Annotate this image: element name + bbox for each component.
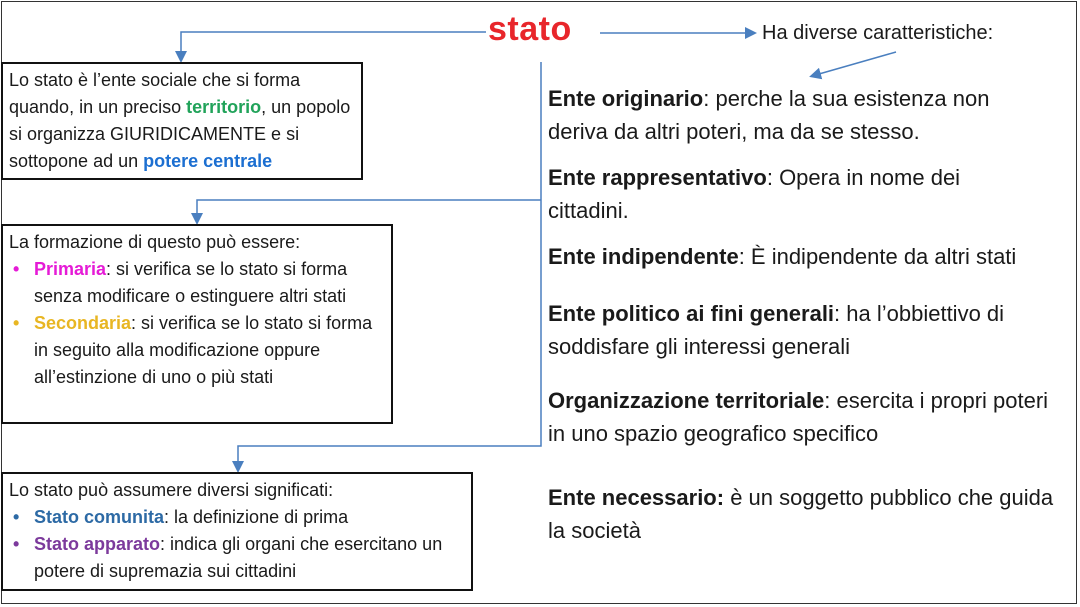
characteristic-ente-originario [548,82,1048,148]
characteristic-term: Ente originario [548,86,704,111]
main-title: stato [488,10,572,48]
definition-box [1,62,363,180]
characteristic-description: : esercita i propri poteri in uno spazio geografico specifico [548,388,1049,446]
characteristic-term: Ente rappresentativo [548,165,767,190]
term-territorio: territorio [186,97,262,117]
arrow-to-formation [197,200,541,222]
characteristic-description: è un soggetto pubblico che guida la società [548,485,1054,543]
bullet-icon: • [13,313,20,333]
characteristic-description: : Opera in nome dei cittadini. [548,165,961,223]
list-item [9,310,385,391]
characteristic-term: Ente indipendente [548,244,739,269]
term-secondaria: Secondaria [34,313,132,333]
characteristic-term: Ente necessario: [548,485,725,510]
characteristic-term: Organizzazione territoriale [548,388,825,413]
term-primaria: Primaria [34,259,107,279]
characteristics-heading: Ha diverse caratteristiche: [762,22,994,44]
term-stato-apparato: Stato apparato [34,534,161,554]
characteristic-term: Ente politico ai fini generali [548,301,835,326]
item-description: : si verifica se lo stato si forma in seguito alla modificazione oppure all’estinzione di uno o più stati [34,313,373,387]
list-item [9,256,385,310]
term-stato-comunita: Stato comunita [34,507,165,527]
arrow-to-characteristics [812,52,896,76]
characteristic-ente-necessario [548,481,1068,547]
bullet-icon: • [13,507,20,527]
item-description: : si verifica se lo stato si forma senza modificare o estinguere altri stati [34,259,348,306]
formation-box [1,224,393,424]
characteristic-ente-politico [548,297,1068,363]
meanings-list [9,504,465,585]
formation-intro: La formazione di questo può essere: [9,232,301,252]
characteristic-description: : perche la sua esistenza non deriva da altri poteri, ma da se stesso. [548,86,990,144]
characteristic-ente-rappresentativo [548,161,1028,227]
meanings-box [1,472,473,591]
term-potere-centrale: potere centrale [143,151,273,171]
item-description: : la definizione di prima [164,507,349,527]
bullet-icon: • [13,534,20,554]
formation-list [9,256,385,391]
item-description: : indica gli organi che esercitano un potere di supremazia sui cittadini [34,534,443,581]
arrow-to-definition [181,32,486,60]
characteristic-ente-indipendente [548,240,1078,273]
list-item [9,504,465,531]
characteristic-description: : È indipendente da altri stati [738,244,1017,269]
bullet-icon: • [13,259,20,279]
definition-text: Lo stato è l’ente sociale che si forma quando, in un preciso [9,70,301,117]
list-item [9,531,465,585]
characteristic-organizzazione-territoriale [548,384,1068,450]
definition-text: , un popolo si organizza GIURIDICAMENTE e si sottopone ad un [9,97,351,171]
characteristic-description: : ha l’obbiettivo di soddisfare gli interessi generali [548,301,1005,359]
meanings-intro: Lo stato può assumere diversi significati: [9,480,334,500]
